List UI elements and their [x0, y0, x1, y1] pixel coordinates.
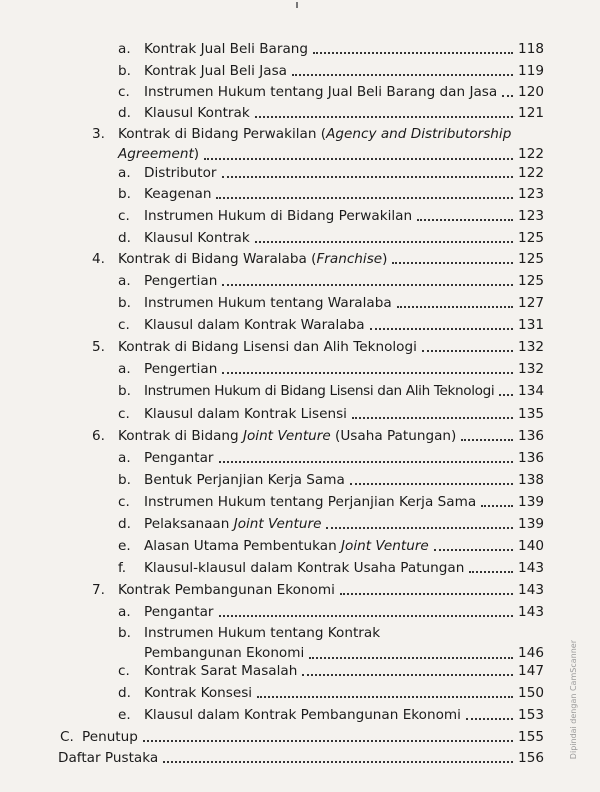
dot-leader	[216, 189, 513, 199]
dot-leader	[255, 108, 513, 118]
toc-entry[interactable]	[118, 360, 544, 378]
toc-entry[interactable]	[118, 62, 544, 80]
toc-entry-title: Kontrak Pembangunan Ekonomi	[118, 582, 335, 598]
toc-entry-page: 136	[518, 428, 544, 444]
toc-entry-marker: b.	[118, 472, 131, 488]
toc-entry-marker: a.	[118, 165, 131, 181]
toc-entry-page: 155	[518, 729, 544, 745]
toc-entry-title: Klausul dalam Kontrak Pembangunan Ekonomi	[144, 707, 461, 723]
toc-entry-title	[144, 515, 321, 533]
toc-entry-page: 150	[518, 685, 544, 701]
toc-entry-title: Distributor	[144, 165, 217, 181]
toc-entry[interactable]	[118, 382, 544, 400]
toc-entry-title: Klausul Kontrak	[144, 105, 250, 121]
dot-leader	[434, 541, 513, 551]
toc-entry[interactable]	[118, 515, 544, 533]
toc-entry[interactable]	[118, 316, 544, 334]
toc-entry-title: Pengertian	[144, 273, 218, 289]
toc-entry-title: Penutup	[82, 729, 138, 745]
dot-leader	[313, 44, 513, 54]
toc-entry-title-part: Alasan Utama Pembentukan	[144, 538, 342, 554]
toc-entry-marker: a.	[118, 273, 131, 289]
toc-entry[interactable]	[118, 405, 544, 423]
toc-entry[interactable]	[118, 603, 544, 621]
toc-entry[interactable]	[118, 294, 544, 312]
toc-entry-marker: c.	[118, 84, 130, 100]
toc-entry-marker: c.	[118, 663, 130, 679]
toc-entry-page: 120	[518, 84, 544, 100]
toc-entry-page: 119	[518, 63, 544, 79]
toc-entry-title: Kontrak Jual Beli Jasa	[144, 63, 287, 79]
toc-entry[interactable]	[118, 207, 544, 225]
toc-entry-title	[118, 250, 387, 268]
toc-entry[interactable]	[92, 338, 544, 356]
toc-entry-page: 125	[518, 273, 544, 289]
toc-entry-page: 146	[518, 645, 544, 661]
toc-entry-page: 122	[518, 146, 544, 162]
toc-entry-marker: 5.	[92, 339, 105, 355]
toc-entry-title: Instrumen Hukum tentang Jual Beli Barang dan Jasa	[144, 84, 498, 100]
dot-leader	[222, 364, 513, 374]
toc-entry-marker: a.	[118, 41, 131, 57]
toc-entry-marker: 6.	[92, 428, 105, 444]
dot-leader	[352, 409, 513, 419]
toc-entry-marker: 7.	[92, 582, 105, 598]
toc-entry-marker: c.	[118, 406, 130, 422]
toc-entry-title: Klausul-klausul dalam Kontrak Usaha Patungan	[144, 560, 465, 576]
toc-entry-title: Klausul Kontrak	[144, 230, 250, 246]
dot-leader	[417, 211, 513, 221]
toc-entry-page: 143	[518, 560, 544, 576]
toc-entry-marker: d.	[118, 230, 131, 246]
toc-entry-title: Pengantar	[144, 604, 214, 620]
toc-entry[interactable]	[118, 185, 544, 203]
toc-entry-page: 139	[518, 494, 544, 510]
toc-entry-title-part: (Usaha Patungan)	[330, 428, 457, 444]
toc-entry[interactable]	[92, 427, 544, 445]
dot-leader	[302, 666, 513, 676]
toc-entry-marker: C.	[60, 729, 74, 745]
toc-entry[interactable]	[60, 728, 544, 746]
dot-leader	[461, 431, 513, 441]
dot-leader	[326, 519, 513, 529]
toc-entry[interactable]	[118, 493, 544, 511]
dot-leader	[469, 563, 513, 573]
toc-entry-title-italic: Joint Venture	[242, 428, 331, 444]
toc-entry-marker: b.	[118, 186, 131, 202]
toc-entry-title-part: )	[193, 146, 200, 162]
dot-leader	[257, 688, 513, 698]
dot-leader	[466, 710, 513, 720]
toc-entry-marker: d.	[118, 105, 131, 121]
dot-leader	[397, 298, 513, 308]
toc-entry-marker: b.	[118, 383, 131, 399]
toc-entry[interactable]	[118, 83, 544, 101]
toc-entry-marker: 4.	[92, 251, 105, 267]
toc-entry[interactable]	[118, 662, 544, 680]
dot-leader	[163, 753, 513, 763]
toc-entry-page: 122	[518, 165, 544, 181]
toc-entry-page: 135	[518, 406, 544, 422]
toc-entry-page: 139	[518, 516, 544, 532]
toc-entry-marker: d.	[118, 516, 131, 532]
toc-entry-marker: a.	[118, 361, 131, 377]
toc-entry-marker: e.	[118, 707, 131, 723]
toc-entry-marker: c.	[118, 208, 130, 224]
dot-leader	[219, 607, 513, 617]
toc-entry-marker: f.	[118, 560, 127, 576]
toc-entry-title-part: Pelaksanaan	[144, 516, 234, 532]
toc-entry-title: Kontrak di Bidang Lisensi dan Alih Teknologi	[118, 339, 417, 355]
toc-entry-title: Klausul dalam Kontrak Lisensi	[144, 406, 347, 422]
dot-leader	[309, 649, 513, 659]
dot-leader	[350, 475, 513, 485]
toc-entry-page: 136	[518, 450, 544, 466]
toc-entry[interactable]	[118, 471, 544, 489]
toc-entry-multiline[interactable]	[118, 623, 544, 663]
dot-leader	[481, 497, 513, 507]
toc-entry-marker: b.	[118, 63, 131, 79]
toc-entry-page: 143	[518, 582, 544, 598]
toc-entry-title	[118, 427, 456, 445]
toc-entry-page: 138	[518, 472, 544, 488]
toc-entry-marker: b.	[118, 295, 131, 311]
toc-entry[interactable]	[118, 537, 544, 555]
toc-entry-page: 125	[518, 251, 544, 267]
toc-entry-title-part: Instrumen Hukum tentang Kontrak	[144, 625, 381, 641]
dot-leader	[499, 386, 513, 396]
toc-entry-title	[144, 537, 429, 555]
dot-leader	[392, 254, 513, 264]
toc-entry-title: Pengertian	[144, 361, 218, 377]
toc-entry-marker: e.	[118, 538, 131, 554]
toc-entry[interactable]	[118, 40, 544, 58]
camscanner-watermark: Dipindai dengan CamScanner	[569, 640, 578, 760]
toc-entry[interactable]	[118, 104, 544, 122]
toc-entry-title: Keagenan	[144, 186, 212, 202]
toc-entry-page: 132	[518, 361, 544, 377]
toc-entry-page: 121	[518, 105, 544, 121]
toc-entry-marker: b.	[118, 625, 131, 641]
toc-entry[interactable]	[118, 706, 544, 724]
toc-entry-title: Kontrak Jual Beli Barang	[144, 41, 309, 57]
dot-leader	[422, 342, 513, 352]
toc-entry-title: Kontrak Sarat Masalah	[144, 663, 298, 679]
toc-entry-marker: c.	[118, 494, 130, 510]
toc-entry-marker: a.	[118, 604, 131, 620]
toc-entry-title-part: Pembangunan Ekonomi	[144, 645, 305, 661]
toc-entry-page: 123	[518, 208, 544, 224]
toc-entry-title-part: Kontrak di Bidang Perwakilan (	[118, 126, 327, 142]
toc-entry-marker: c.	[118, 317, 130, 333]
toc-entry-title: Bentuk Perjanjian Kerja Sama	[144, 472, 345, 488]
toc-entry[interactable]	[118, 272, 544, 290]
toc-entry-title-italic: Agency and Distributorship	[326, 126, 512, 142]
toc-entry[interactable]	[118, 229, 544, 247]
toc-entry-multiline[interactable]	[92, 124, 544, 164]
toc-entry-marker: a.	[118, 450, 131, 466]
toc-entry[interactable]	[118, 559, 544, 577]
dot-leader	[204, 150, 513, 160]
toc-entry-title-italic: Franchise	[316, 251, 383, 267]
toc-entry-title: Instrumen Hukum di Bidang Lisensi dan Alih Teknologi	[144, 383, 495, 399]
toc-entry-title-part: Kontrak di Bidang Waralaba (	[118, 251, 317, 267]
dot-leader	[502, 87, 513, 97]
dot-leader	[219, 453, 513, 463]
toc-entry-title-italic: Agreement	[118, 146, 194, 162]
dot-leader	[222, 168, 513, 178]
toc-entry-title: Daftar Pustaka	[58, 750, 159, 766]
toc-entry-page: 127	[518, 295, 544, 311]
dot-leader	[255, 233, 513, 243]
toc-entry[interactable]	[92, 581, 544, 599]
toc-entry-page: 118	[518, 41, 544, 57]
toc-entry-page: 140	[518, 538, 544, 554]
toc-entry-page: 123	[518, 186, 544, 202]
toc-entry-title: Kontrak Konsesi	[144, 685, 253, 701]
toc-entry-title: Instrumen Hukum tentang Perjanjian Kerja Sama	[144, 494, 477, 510]
dot-leader	[222, 276, 513, 286]
dot-leader	[370, 320, 513, 330]
toc-entry-title-part: )	[382, 251, 388, 267]
toc-entry-title-italic: Joint Venture	[233, 516, 322, 532]
dot-leader	[292, 66, 513, 76]
toc-entry[interactable]	[92, 250, 544, 268]
toc-entry-title: Instrumen Hukum tentang Waralaba	[144, 295, 392, 311]
toc-entry-page: 153	[518, 707, 544, 723]
toc-entry-page: 156	[518, 750, 544, 766]
toc-entry[interactable]	[118, 449, 544, 467]
toc-entry[interactable]	[58, 749, 544, 767]
toc-entry-page: 125	[518, 230, 544, 246]
toc-entry-page: 131	[518, 317, 544, 333]
toc-entry-page: 134	[518, 383, 544, 399]
toc-entry-page: 132	[518, 339, 544, 355]
toc-entry[interactable]	[118, 164, 544, 182]
toc-entry-title-italic: Joint Venture	[341, 538, 429, 554]
toc-entry-page: 143	[518, 604, 544, 620]
toc-entry-marker: d.	[118, 685, 131, 701]
dot-leader	[143, 732, 513, 742]
toc-entry-title-part: Kontrak di Bidang	[118, 428, 243, 444]
toc-entry-title: Klausul dalam Kontrak Waralaba	[144, 317, 365, 333]
toc-entry-title: Pengantar	[144, 450, 214, 466]
dot-leader	[340, 585, 513, 595]
toc-entry[interactable]	[118, 684, 544, 702]
toc-entry-page: 147	[518, 663, 544, 679]
toc-entry-marker: 3.	[92, 126, 105, 142]
toc-entry-title: Instrumen Hukum di Bidang Perwakilan	[144, 208, 413, 224]
